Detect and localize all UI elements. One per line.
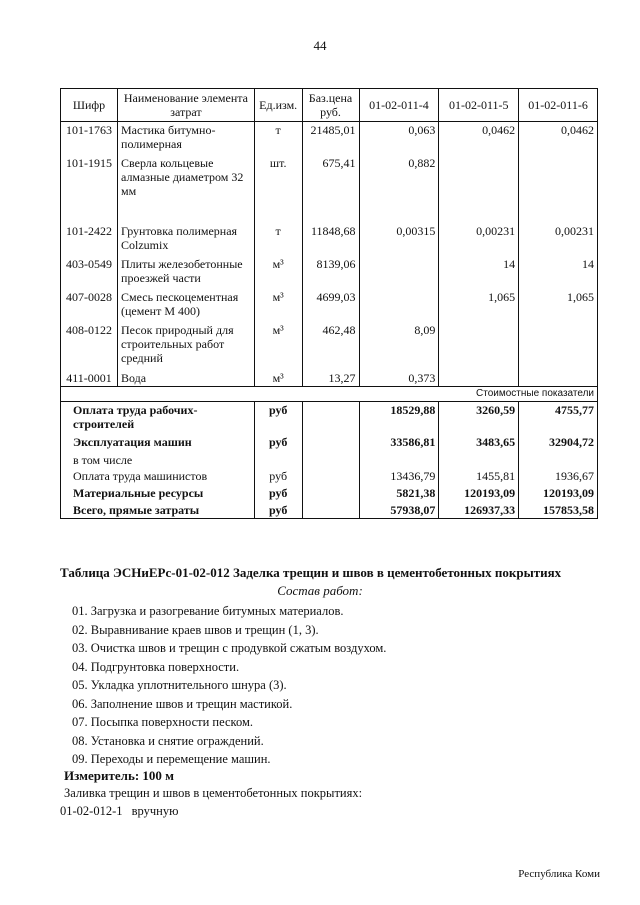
cost-name: Оплата труда машинистов (61, 468, 255, 485)
work-composition-heading: Состав работ: (277, 583, 363, 598)
table-row (61, 485, 598, 502)
list-item: 04. Подгрунтовка поверхности. (72, 659, 240, 674)
table-row (61, 322, 598, 370)
material-value-5: 1,065 (439, 289, 519, 322)
table-row (61, 289, 598, 322)
cost-name: Всего, прямые затраты (61, 502, 255, 519)
list-item: 02. Выравнивание краев швов и трещин (1, 3). (72, 622, 319, 637)
cost-value-4: 13436,79 (359, 468, 439, 485)
material-value-5: 14 (439, 256, 519, 289)
list-item: 07. Посыпка поверхности песком. (72, 715, 254, 729)
cost-empty (302, 485, 359, 502)
list-item: 06. Заполнение швов и трещин мастикой. (72, 696, 293, 711)
table-row (61, 256, 598, 289)
cost-unit: руб (254, 434, 302, 452)
cost-empty (302, 502, 359, 519)
material-value-4: 0,063 (359, 122, 439, 155)
material-name: Плиты железобетонные проезжей части (118, 256, 255, 289)
header-col-5: 01-02-011-5 (439, 89, 519, 122)
material-value-5 (439, 322, 519, 370)
header-col-4: 01-02-011-4 (359, 89, 439, 122)
cost-value-6: 120193,09 (519, 485, 598, 502)
material-unit: м³ (254, 289, 302, 322)
item-code: 01-02-012-1 (60, 804, 123, 818)
material-code: 101-2422 (61, 223, 118, 256)
cost-unit: руб (254, 402, 302, 434)
cost-value-4: 18529,88 (359, 402, 439, 434)
cost-name: Оплата труда рабочих-строителей (61, 402, 255, 434)
material-value-6 (519, 155, 598, 223)
header-code: Шифр (61, 89, 118, 122)
cost-value-5: 1455,81 (439, 468, 519, 485)
cost-value-5: 120193,09 (439, 485, 519, 502)
cost-value-5: 3260,59 (439, 402, 519, 434)
cost-value-5: 126937,33 (439, 502, 519, 519)
material-value-6 (519, 322, 598, 370)
table-row (61, 468, 598, 485)
material-price: 4699,03 (302, 289, 359, 322)
list-item: 01. Загрузка и разогревание битумных материалов. (72, 604, 344, 618)
header-price: Баз.цена руб. (302, 89, 359, 122)
region-footer: Республика Коми (518, 868, 600, 880)
list-item: 05. Укладка уплотнительного шнура (3). (72, 678, 287, 692)
table-row (61, 122, 598, 155)
cost-name: Эксплуатация машин (61, 434, 255, 452)
header-col-6: 01-02-011-6 (519, 89, 598, 122)
item-description: вручную (131, 804, 179, 818)
material-value-6: 0,0462 (519, 122, 598, 155)
cost-value-6: 32904,72 (519, 434, 598, 452)
table-header-row (61, 89, 598, 122)
table-row (61, 452, 598, 468)
cost-value-6: 157853,58 (519, 502, 598, 519)
material-unit: м³ (254, 370, 302, 387)
cost-caption: Стоимостные показатели (61, 387, 598, 402)
material-name: Вода (118, 370, 255, 387)
work-list (72, 602, 386, 769)
table-row (61, 434, 598, 452)
material-name: Смесь пескоцементная (цемент М 400) (118, 289, 255, 322)
page-number: 44 (313, 38, 327, 53)
material-name: Сверла кольцевые алмазные диаметром 32 мм (118, 155, 255, 223)
material-value-6 (519, 370, 598, 387)
table-row (61, 370, 598, 387)
table-row (61, 502, 598, 519)
list-item: 09. Переходы и перемещение машин. (72, 752, 271, 766)
item-line (60, 804, 178, 819)
material-unit: шт. (254, 155, 302, 223)
material-price: 13,27 (302, 370, 359, 387)
cost-empty (302, 402, 359, 434)
material-value-5 (439, 155, 519, 223)
material-value-6: 1,065 (519, 289, 598, 322)
material-unit: м³ (254, 322, 302, 370)
material-value-5: 0,0462 (439, 122, 519, 155)
material-price: 21485,01 (302, 122, 359, 155)
cost-unit (254, 452, 302, 468)
material-value-4: 0,00315 (359, 223, 439, 256)
table-row (61, 402, 598, 434)
material-value-6: 0,00231 (519, 223, 598, 256)
material-value-5: 0,00231 (439, 223, 519, 256)
material-name: Песок природный для строительных работ средний (118, 322, 255, 370)
material-name: Грунтовка полимерная Colzumix (118, 223, 255, 256)
material-name: Мастика битумно-полимерная (118, 122, 255, 155)
norms-table (60, 88, 598, 519)
material-unit: т (254, 122, 302, 155)
material-code: 403-0549 (61, 256, 118, 289)
material-code: 411-0001 (61, 370, 118, 387)
material-price: 462,48 (302, 322, 359, 370)
cost-value-6: 4755,77 (519, 402, 598, 434)
fill-description: Заливка трещин и швов в цементобетонных покрытиях: (64, 786, 363, 800)
cost-empty (302, 452, 359, 468)
cost-value-4: 33586,81 (359, 434, 439, 452)
material-code: 408-0122 (61, 322, 118, 370)
material-code: 101-1763 (61, 122, 118, 155)
material-value-6: 14 (519, 256, 598, 289)
cost-empty (302, 434, 359, 452)
cost-value-6: 1936,67 (519, 468, 598, 485)
cost-empty (302, 468, 359, 485)
material-value-5 (439, 370, 519, 387)
cost-value-4: 5821,38 (359, 485, 439, 502)
meter-label: Измеритель: 100 м (64, 768, 175, 783)
cost-value-5 (439, 452, 519, 468)
material-price: 8139,06 (302, 256, 359, 289)
cost-name: Материальные ресурсы (61, 485, 255, 502)
section-title: Таблица ЭСНиЕРс-01-02-012 Заделка трещин и швов в цементобетонных покрытиях (60, 565, 562, 580)
cost-value-5: 3483,65 (439, 434, 519, 452)
material-code: 101-1915 (61, 155, 118, 223)
header-name: Наименование элемента затрат (118, 89, 255, 122)
list-item: 08. Установка и снятие ограждений. (72, 733, 264, 748)
cost-value-6 (519, 452, 598, 468)
material-unit: м³ (254, 256, 302, 289)
material-price: 675,41 (302, 155, 359, 223)
material-code: 407-0028 (61, 289, 118, 322)
cost-unit: руб (254, 485, 302, 502)
cost-caption-row (61, 387, 598, 402)
material-value-4 (359, 289, 439, 322)
header-unit: Ед.изм. (254, 89, 302, 122)
material-unit: т (254, 223, 302, 256)
table-row (61, 155, 598, 223)
material-value-4: 0,373 (359, 370, 439, 387)
material-value-4: 0,882 (359, 155, 439, 223)
cost-value-4: 57938,07 (359, 502, 439, 519)
cost-name: в том числе (61, 452, 255, 468)
cost-value-4 (359, 452, 439, 468)
table-row (61, 223, 598, 256)
list-item: 03. Очистка швов и трещин с продувкой сжатым воздухом. (72, 641, 387, 655)
material-value-4 (359, 256, 439, 289)
cost-unit: руб (254, 468, 302, 485)
material-price: 11848,68 (302, 223, 359, 256)
material-value-4: 8,09 (359, 322, 439, 370)
cost-unit: руб (254, 502, 302, 519)
